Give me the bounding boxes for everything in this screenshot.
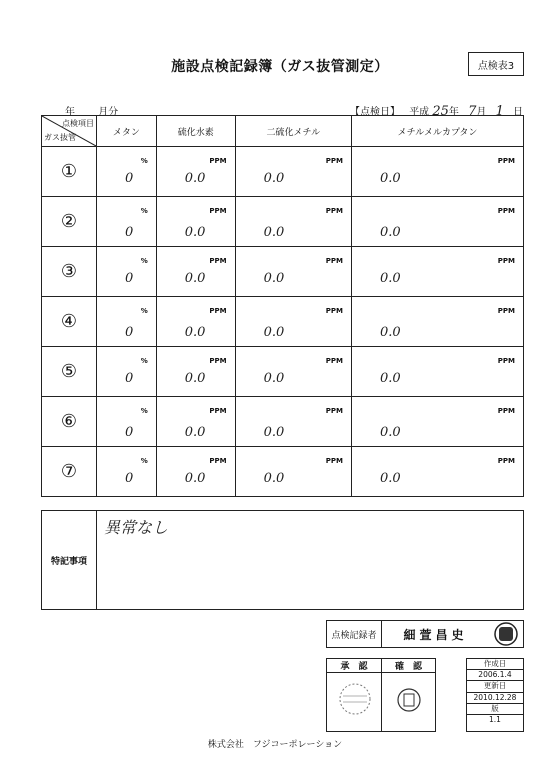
corner-item-label: 点検項目 bbox=[62, 119, 94, 128]
measurement-cell bbox=[352, 197, 524, 247]
sheet-id-box: 点検表3 bbox=[468, 52, 524, 76]
company-footer: 株式会社 フジコーポレーション bbox=[207, 740, 343, 750]
measurement-value: 0.0 bbox=[184, 371, 206, 386]
recorder-seal bbox=[489, 621, 523, 647]
document-title: 施設点検記録簿（ガス抜管測定） bbox=[171, 59, 389, 75]
measurement-value: 0.0 bbox=[184, 225, 206, 240]
corner-pipe-label: ガス抜管 bbox=[44, 133, 76, 142]
date-month-unit: 月 bbox=[476, 107, 487, 118]
measurement-value: 0 bbox=[125, 171, 134, 186]
column-header: 硫化水素 bbox=[156, 116, 235, 147]
pipe-number: ① bbox=[42, 147, 97, 197]
table-row bbox=[42, 297, 524, 347]
recorder-label: 点検記録者 bbox=[327, 621, 382, 647]
unit-label: PPM bbox=[497, 307, 515, 315]
unit-label: PPM bbox=[209, 257, 227, 265]
confirm-header: 確 認 bbox=[382, 659, 435, 673]
measurement-cell bbox=[235, 297, 351, 347]
measurement-cell bbox=[156, 247, 235, 297]
measurement-cell bbox=[97, 297, 157, 347]
gas-measurement-table bbox=[41, 115, 524, 497]
special-notes-label: 特記事項 bbox=[42, 511, 97, 609]
recorder-box bbox=[326, 620, 524, 648]
measurement-value: 0.0 bbox=[263, 425, 285, 440]
measurement-value: 0 bbox=[125, 471, 134, 486]
measurement-value: 0.0 bbox=[184, 471, 206, 486]
measurement-value: 0 bbox=[125, 371, 134, 386]
unit-label: PPM bbox=[325, 157, 343, 165]
unit-label: % bbox=[140, 357, 148, 365]
unit-label: PPM bbox=[209, 307, 227, 315]
measurement-value: 0.0 bbox=[380, 225, 401, 240]
measurement-value: 0.0 bbox=[263, 271, 285, 286]
date-label: 【点検日】 bbox=[350, 107, 400, 118]
edition-value: 1.1 bbox=[489, 714, 501, 724]
measurement-cell bbox=[235, 247, 351, 297]
edition-label: 版 bbox=[467, 704, 523, 715]
special-notes-text: 異常なし bbox=[104, 518, 169, 537]
unit-label: PPM bbox=[497, 457, 515, 465]
pipe-number: ⑦ bbox=[42, 447, 97, 497]
measurement-cell bbox=[235, 397, 351, 447]
unit-label: PPM bbox=[209, 207, 227, 215]
month-label: 月分 bbox=[98, 107, 119, 118]
measurement-value: 0.0 bbox=[184, 271, 206, 286]
unit-label: PPM bbox=[325, 457, 343, 465]
measurement-cell bbox=[97, 347, 157, 397]
unit-label: % bbox=[140, 157, 148, 165]
year-label: 年 bbox=[65, 107, 75, 118]
updated-date: 2010.12.28 bbox=[467, 693, 523, 704]
measurement-cell bbox=[235, 197, 351, 247]
pipe-number: ② bbox=[42, 197, 97, 247]
measurement-value: 0.0 bbox=[380, 271, 401, 286]
column-header: 二硫化メチル bbox=[235, 116, 351, 147]
measurement-cell bbox=[156, 347, 235, 397]
unit-label: PPM bbox=[209, 157, 227, 165]
measurement-cell bbox=[352, 447, 524, 497]
measurement-cell bbox=[97, 147, 157, 197]
created-label: 作成日 bbox=[467, 659, 523, 670]
date-era: 平成 bbox=[409, 107, 430, 118]
measurement-cell bbox=[97, 447, 157, 497]
measurement-value: 0.0 bbox=[263, 171, 285, 186]
pipe-number: ③ bbox=[42, 247, 97, 297]
recorder-name: 細萱昌史 bbox=[403, 627, 468, 642]
date-month: 7 bbox=[468, 104, 477, 119]
unit-label: PPM bbox=[325, 407, 343, 415]
measurement-cell bbox=[235, 347, 351, 397]
table-row bbox=[42, 447, 524, 497]
measurement-value: 0.0 bbox=[184, 425, 206, 440]
measurement-cell bbox=[352, 147, 524, 197]
measurement-value: 0 bbox=[125, 425, 134, 440]
measurement-cell bbox=[97, 247, 157, 297]
measurement-value: 0.0 bbox=[380, 425, 401, 440]
table-corner-cell bbox=[42, 116, 97, 147]
measurement-value: 0.0 bbox=[263, 325, 285, 340]
measurement-cell bbox=[156, 297, 235, 347]
pipe-number: ⑥ bbox=[42, 397, 97, 447]
column-header: メチルメルカプタン bbox=[352, 116, 524, 147]
approval-box bbox=[326, 658, 436, 732]
measurement-value: 0.0 bbox=[380, 171, 401, 186]
unit-label: % bbox=[140, 257, 148, 265]
unit-label: % bbox=[140, 307, 148, 315]
measurement-value: 0.0 bbox=[380, 371, 401, 386]
pipe-number: ④ bbox=[42, 297, 97, 347]
measurement-cell bbox=[235, 147, 351, 197]
measurement-value: 0.0 bbox=[263, 471, 285, 486]
measurement-cell bbox=[352, 247, 524, 297]
table-row bbox=[42, 247, 524, 297]
measurement-cell bbox=[352, 297, 524, 347]
unit-label: PPM bbox=[497, 157, 515, 165]
measurement-cell bbox=[156, 197, 235, 247]
approve-header: 承 認 bbox=[327, 659, 381, 673]
unit-label: PPM bbox=[209, 357, 227, 365]
measurement-value: 0.0 bbox=[380, 471, 401, 486]
measurement-cell bbox=[156, 147, 235, 197]
unit-label: PPM bbox=[325, 257, 343, 265]
unit-label: PPM bbox=[209, 457, 227, 465]
measurement-cell bbox=[352, 347, 524, 397]
measurement-cell bbox=[97, 197, 157, 247]
measurement-value: 0.0 bbox=[184, 325, 206, 340]
unit-label: PPM bbox=[497, 407, 515, 415]
measurement-value: 0.0 bbox=[184, 171, 206, 186]
unit-label: PPM bbox=[325, 357, 343, 365]
date-day-unit: 日 bbox=[513, 107, 524, 118]
unit-label: PPM bbox=[497, 207, 515, 215]
measurement-cell bbox=[235, 447, 351, 497]
date-year-unit: 年 bbox=[448, 107, 459, 118]
unit-label: PPM bbox=[325, 207, 343, 215]
measurement-value: 0 bbox=[125, 325, 134, 340]
unit-label: % bbox=[140, 407, 148, 415]
date-year: 25 bbox=[432, 104, 449, 119]
pipe-number: ⑤ bbox=[42, 347, 97, 397]
seal-stamp-icon bbox=[493, 621, 519, 647]
unit-label: PPM bbox=[497, 257, 515, 265]
table-row bbox=[42, 397, 524, 447]
measurement-value: 0 bbox=[125, 225, 134, 240]
table-row bbox=[42, 147, 524, 197]
approve-stamp-icon bbox=[337, 681, 373, 717]
version-box bbox=[466, 658, 524, 732]
table-row bbox=[42, 347, 524, 397]
measurement-value: 0 bbox=[125, 271, 134, 286]
measurement-cell bbox=[156, 447, 235, 497]
table-row bbox=[42, 197, 524, 247]
approval-divider bbox=[381, 659, 382, 731]
unit-label: PPM bbox=[209, 407, 227, 415]
created-date: 2006.1.4 bbox=[467, 670, 523, 681]
column-header: メタン bbox=[97, 116, 157, 147]
updated-label: 更新日 bbox=[467, 681, 523, 692]
unit-label: PPM bbox=[497, 357, 515, 365]
measurement-value: 0.0 bbox=[263, 371, 285, 386]
unit-label: % bbox=[140, 207, 148, 215]
measurement-cell bbox=[97, 397, 157, 447]
unit-label: % bbox=[140, 457, 148, 465]
measurement-cell bbox=[156, 397, 235, 447]
measurement-value: 0.0 bbox=[263, 225, 285, 240]
table-header-row bbox=[42, 116, 524, 147]
measurement-cell bbox=[352, 397, 524, 447]
measurement-value: 0.0 bbox=[380, 325, 401, 340]
special-notes-box bbox=[41, 510, 524, 610]
unit-label: PPM bbox=[325, 307, 343, 315]
date-day: 1 bbox=[495, 104, 504, 119]
confirm-stamp-icon bbox=[395, 686, 423, 714]
